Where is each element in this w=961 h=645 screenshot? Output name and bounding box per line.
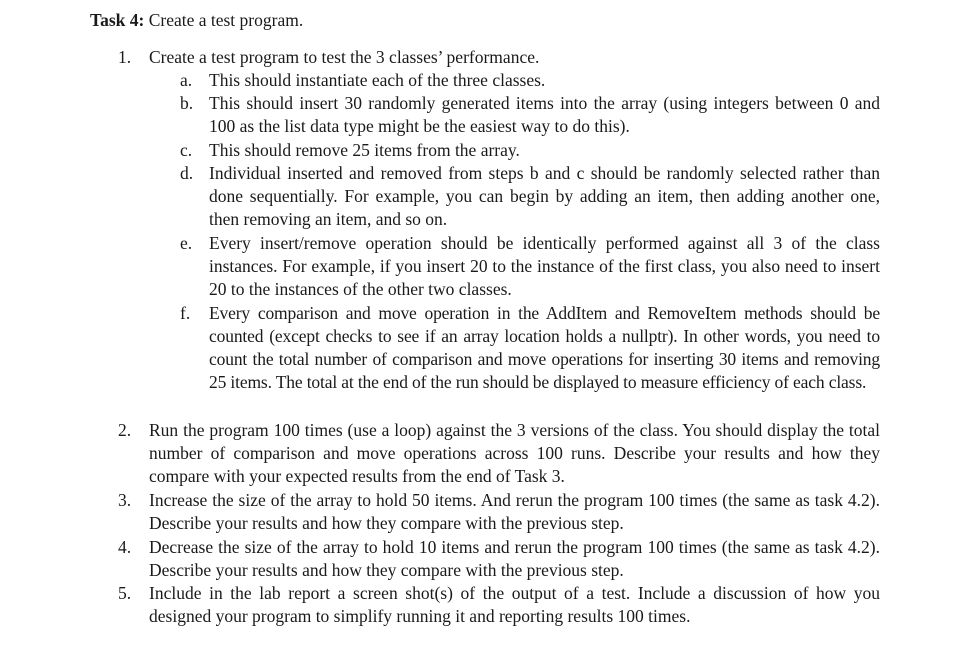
list-item-text: Decrease the size of the array to hold 10 items and rerun the program 100 times (the same as task 4.2). Describe your results and how they compare with the previous step.: [149, 537, 880, 581]
list-item-number: 2.: [118, 420, 132, 440]
list-item-number: 1.: [118, 47, 132, 67]
sub-item-text: Every insert/remove operation should be identically performed against all 3 of the class instances. For example, if you insert 20 to the instance of the first class, you also need to insert 20 to the instances of the other two classes.: [209, 233, 880, 300]
list-item-text: Run the program 100 times (use a loop) against the 3 versions of the class. You should display the total number of comparison and move operations across 100 runs. Describe your results and how they compare with your expected results from the end of Task 3.: [149, 420, 880, 487]
sub-item-letter: c.: [180, 140, 193, 160]
list-item-text: Create a test program to test the 3 classes’ performance.: [149, 47, 540, 67]
list-item-number: 4.: [118, 537, 132, 557]
list-item-text: Include in the lab report a screen shot(s) of the output of a test. Include a discussion of how you designed your program to simplify running it and reporting results 100 times.: [149, 583, 880, 627]
sub-item-letter: f.: [180, 303, 191, 323]
list-item-number: 5.: [118, 583, 132, 603]
sub-item-text: This should remove 25 items from the array.: [209, 140, 520, 160]
sub-item-text: This should instantiate each of the three classes.: [209, 70, 546, 90]
sub-item-text: This should insert 30 randomly generated items into the array (using integers between 0 and 100 as the list data type might be the easiest way to do this).: [209, 93, 880, 137]
task-label: Task 4:: [90, 10, 145, 30]
sub-item-letter: a.: [180, 70, 193, 90]
task-title: Create a test program.: [148, 10, 304, 30]
sub-item-letter: b.: [180, 93, 194, 113]
list-item-text: Increase the size of the array to hold 50 items. And rerun the program 100 times (the same as task 4.2). Describe your results and how they compare with the previous step.: [149, 490, 880, 534]
sub-item-letter: d.: [180, 163, 194, 183]
task-heading: [90, 9, 303, 32]
sub-item-text: Every comparison and move operation in the AddItem and RemoveItem methods should be counted (except checks to see if an array location holds a nullptr). In other words, you need to count the total number of comparison and move operations for inserting 30 items and removing 25 items. The total at the end of the run should be displayed to measure efficiency of each class.: [209, 303, 880, 393]
sub-item-letter: e.: [180, 233, 193, 253]
sub-item-text: Individual inserted and removed from steps b and c should be randomly selected rather than done sequentially. For example, you can begin by adding an item, then adding another one, then removing an item, and so on.: [209, 163, 880, 230]
list-item-number: 3.: [118, 490, 132, 510]
